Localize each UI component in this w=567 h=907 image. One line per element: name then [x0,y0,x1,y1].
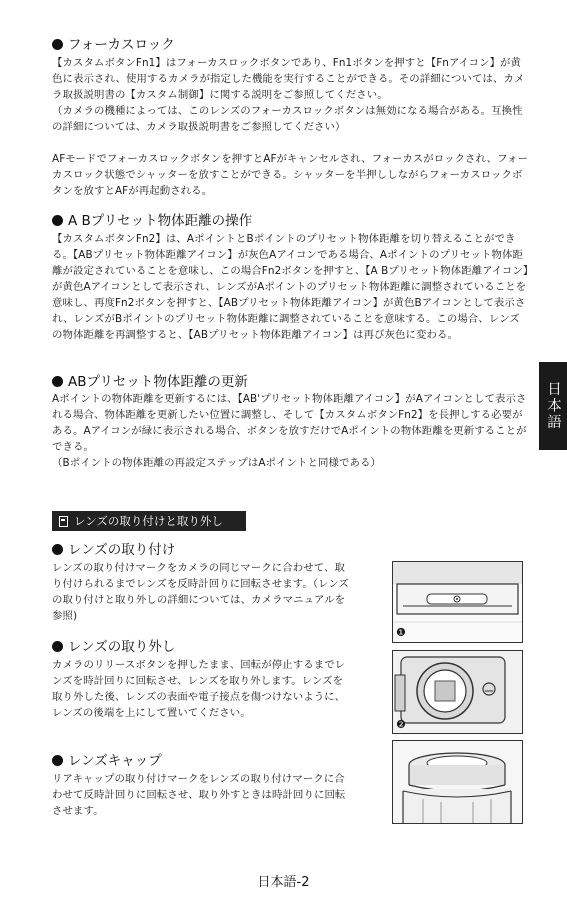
heading-lens-detach: レンズの取り外し [52,639,175,656]
figure-lens-attach [392,561,523,643]
bullet-icon [52,544,63,555]
section-title-bar [52,511,246,531]
bullet-icon [52,755,63,766]
page-number: 日本語-2 [257,875,310,890]
section-heading-focus-lock: フォーカスロック [52,37,175,54]
language-tab: 日本語 [539,362,567,450]
bullet-icon [52,641,63,652]
lens-cap-text: リアキャップの取り付けマークをレンズの取り付けマークに合わせて反時計回りに回転させ、取り外すときは時計回りに回転 させます。 [52,773,346,817]
ab-preset-operation-paragraph: 【カスタムボタンFn2】は、AポイントとBポイントのプリセット物体距離を切り替えることができる。【ABプリセット物体距離アイコン】が灰色Aアイコンである場合、Aポイントのプリセット物体距離が設定されていることを意味し、この場合Fn2ボタンを押すと、【A Bプリセット物体距離アイコン】が黄色Aアイコンとして表示され、レンズがAポイントのプリセット物体距離に調整されていることを意味し、再度Fn2ボタンを押すと、【ABプリセット物体距離アイコン】が黄色Bアイコンとして表示され、レンズがBポイントのプリセット物体距離に調整されていることを意味する。この場合、レンズの物体距離を再調整すると、【ABプリセット物体距離アイコン】は再び灰色に変わる。 [52,233,529,341]
camera-mount-illustration [393,651,522,733]
lens-mount-top-illustration [393,562,522,642]
ab-preset-update-paragraph: Aポイントの物体距離を更新するには、【AB'プリセット物体距離アイコン】がAアイコンとして表示される場合、物体距離を更新したい位置に調整し、そして【カスタムボタンFn2】を長押しする必要がある。Aアイコンが緑に表示される場合、ボタンを放すだけでAポイントの物体距離を更新することができる。 （Bポイントの物体距離の再設定ステップはAポイントと同様である） [52,393,527,469]
section-heading-ab-preset-update: ABプリセット物体距離の更新 [52,374,248,391]
figure-number: ❶ [396,626,406,639]
focus-lock-paragraph-1: 【カスタムボタンFn1】はフォーカスロックボタンであり、Fn1ボタンを押すと【Fnアイコン】が黄色に表示され、使用するカメラが指定した機能を実行することができる。その詳細については、カメラ取扱説明書の【カスタム制御】に関する説明をご参照してください。 （カメラの機種によっては、このレンズのフォーカスロックボタンは無効になる場合がある。互換性の詳細については、カメラ取扱説明書をご参照してください） [52,57,525,133]
rear-cap-illustration [393,741,522,823]
bullet-icon [52,376,63,387]
section-title-label: レンズの取り付けと取り外し [74,514,223,528]
focus-lock-paragraph-2: AFモードでフォーカスロックボタンを押すとAFがキャンセルされ、フォーカスがロックされ、フォーカスロック状態でシャッターを放すことができる。シャッターを半押ししながらフォーカスロックボタンを放すとAFが再起動される。 [52,153,529,197]
figure-lens-cap [392,740,523,824]
heading-lens-attach: レンズの取り付け [52,542,175,559]
lens-detach-text: カメラのリリースボタンを押したまま、回転が停止するまでレンズを時計回りに回転させ、レンズを取り外します。レンズを取り外した後、レンズの表面や電子接点を傷つけないように、レンズの後端を上にして置いてください。 [52,659,346,719]
bullet-icon [52,39,63,50]
figure-number: ❷ [396,718,406,731]
bullet-icon [52,215,63,226]
heading-lens-cap: レンズキャップ [52,753,162,770]
lens-attach-text: レンズの取り付けマークをカメラの同じマークに合わせて、取り付けられるまでレンズを反時計回りに回転させます。（レンズの取り付けと取り外しの詳細については、カメラマニュアルを参照) [52,562,350,622]
lens-mount-icon [59,516,68,527]
section-heading-ab-preset-operation: A Bプリセット物体距離の操作 [52,213,252,230]
figure-lens-detach [392,650,523,734]
